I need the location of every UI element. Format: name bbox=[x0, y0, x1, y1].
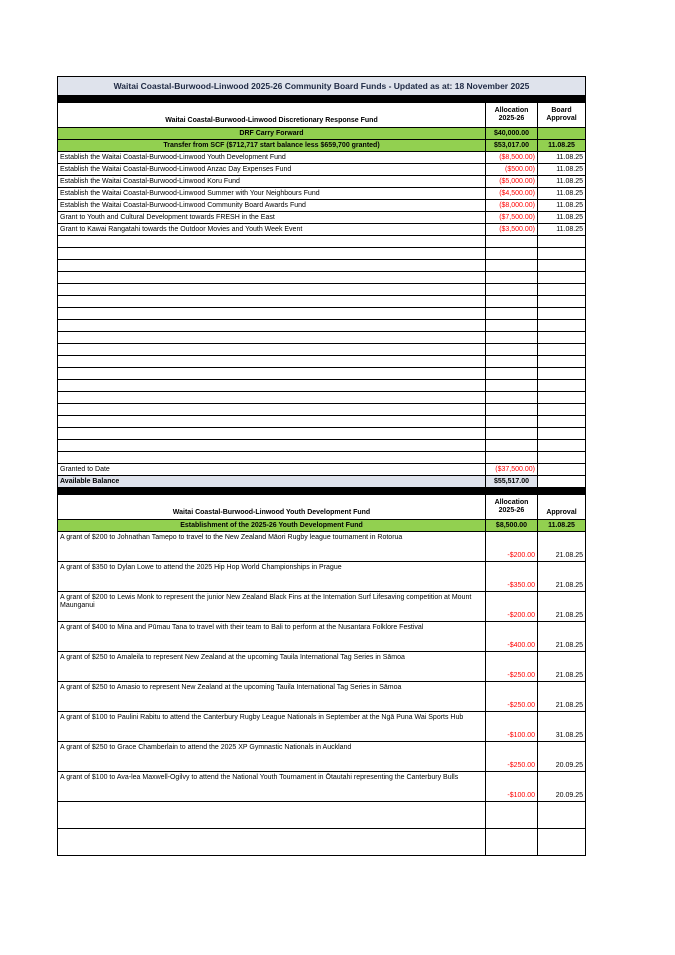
grant-amount: -$200.00 bbox=[486, 532, 538, 562]
blank-row bbox=[58, 344, 586, 356]
ydf-col-allocation: Allocation 2025-26 bbox=[486, 495, 538, 520]
blank-row bbox=[58, 802, 586, 829]
drf-item-row bbox=[58, 212, 586, 224]
grant-desc: A grant of $350 to Dylan Lowe to attend the 2025 Hip Hop World Championships in Prague bbox=[58, 562, 486, 592]
item-date: 11.08.25 bbox=[538, 164, 586, 176]
blank-row bbox=[58, 428, 586, 440]
granted-row bbox=[58, 464, 586, 476]
grant-date: 31.08.25 bbox=[538, 712, 586, 742]
grant-date: 21.08.25 bbox=[538, 652, 586, 682]
blank-row bbox=[58, 272, 586, 284]
ydf-grant-row bbox=[58, 532, 586, 562]
page-title: Waitai Coastal-Burwood-Linwood 2025-26 Community Board Funds - Updated as at: 18 November 2025 bbox=[58, 77, 586, 96]
grant-date: 21.08.25 bbox=[538, 532, 586, 562]
drf-col-approval: Board Approval bbox=[538, 103, 586, 128]
drf-header-row bbox=[58, 103, 586, 128]
blank-row bbox=[58, 320, 586, 332]
funds-sheet bbox=[57, 76, 585, 856]
drf-item-row bbox=[58, 176, 586, 188]
item-desc: Grant to Kawai Rangatahi towards the Outdoor Movies and Youth Week Event bbox=[58, 224, 486, 236]
item-amount: ($5,000.00) bbox=[486, 176, 538, 188]
grant-amount: -$250.00 bbox=[486, 742, 538, 772]
item-amount: ($3,500.00) bbox=[486, 224, 538, 236]
drf-item-row bbox=[58, 200, 586, 212]
item-date: 11.08.25 bbox=[538, 152, 586, 164]
ydf-grant-row bbox=[58, 682, 586, 712]
item-date: 11.08.25 bbox=[538, 212, 586, 224]
item-desc: Grant to Youth and Cultural Development towards FRESH in the East bbox=[58, 212, 486, 224]
item-date: 11.08.25 bbox=[538, 224, 586, 236]
carry-forward-date bbox=[538, 128, 586, 140]
grant-amount: -$200.00 bbox=[486, 592, 538, 622]
item-desc: Establish the Waitai Coastal-Burwood-Linwood Youth Development Fund bbox=[58, 152, 486, 164]
item-date: 11.08.25 bbox=[538, 200, 586, 212]
available-amount: $55,517.00 bbox=[486, 476, 538, 488]
grant-desc: A grant of $250 to Amasio to represent New Zealand at the upcoming Tauila International Tag Series in Sāmoa bbox=[58, 682, 486, 712]
ydf-establishment-row bbox=[58, 520, 586, 532]
transfer-label: Transfer from SCF ($712,717 start balance less $659,700 granted) bbox=[58, 140, 486, 152]
blank-row bbox=[58, 296, 586, 308]
funds-table bbox=[57, 76, 586, 856]
grant-date: 21.08.25 bbox=[538, 622, 586, 652]
grant-amount: -$250.00 bbox=[486, 682, 538, 712]
drf-carry-forward-row bbox=[58, 128, 586, 140]
ydf-grant-row bbox=[58, 592, 586, 622]
grant-amount: -$250.00 bbox=[486, 652, 538, 682]
blank-row bbox=[58, 284, 586, 296]
drf-transfer-row bbox=[58, 140, 586, 152]
drf-fund-name: Waitai Coastal-Burwood-Linwood Discretionary Response Fund bbox=[58, 103, 486, 128]
blank-row bbox=[58, 308, 586, 320]
ydf-grant-row bbox=[58, 622, 586, 652]
drf-item-row bbox=[58, 164, 586, 176]
title-row bbox=[58, 77, 586, 96]
item-amount: ($4,500.00) bbox=[486, 188, 538, 200]
grant-date: 21.08.25 bbox=[538, 682, 586, 712]
ydf-header-row bbox=[58, 495, 586, 520]
grant-desc: A grant of $400 to Mina and Pūmau Tana to travel with their team to Bali to perform at the Nusantara Folklore Festival bbox=[58, 622, 486, 652]
grant-desc: A grant of $200 to Lewis Monk to represent the junior New Zealand Black Fins at the Internation Surf Lifesaving competition at Mount Maunganui bbox=[58, 592, 486, 622]
blank-row bbox=[58, 380, 586, 392]
grant-amount: -$350.00 bbox=[486, 562, 538, 592]
ydf-grant-row bbox=[58, 562, 586, 592]
ydf-col-approval: Approval bbox=[538, 495, 586, 520]
establishment-date: 11.08.25 bbox=[538, 520, 586, 532]
blank-row bbox=[58, 356, 586, 368]
item-desc: Establish the Waitai Coastal-Burwood-Linwood Koru Fund bbox=[58, 176, 486, 188]
separator-bar bbox=[58, 488, 586, 495]
blank-row bbox=[58, 368, 586, 380]
establishment-label: Establishment of the 2025-26 Youth Development Fund bbox=[58, 520, 486, 532]
blank-row bbox=[58, 416, 586, 428]
blank-row bbox=[58, 236, 586, 248]
grant-date: 21.08.25 bbox=[538, 592, 586, 622]
ydf-grant-row bbox=[58, 742, 586, 772]
blank-row bbox=[58, 392, 586, 404]
grant-desc: A grant of $250 to Grace Chamberlain to attend the 2025 XP Gymnastic Nationals in Auckland bbox=[58, 742, 486, 772]
blank-row bbox=[58, 332, 586, 344]
granted-amount: ($37,500.00) bbox=[486, 464, 538, 476]
grant-date: 20.09.25 bbox=[538, 742, 586, 772]
ydf-grant-row bbox=[58, 772, 586, 802]
grant-desc: A grant of $100 to Ava-lea Maxwell-Ogilvy to attend the National Youth Tournament in Ōtautahi representing the Canterbury Bulls bbox=[58, 772, 486, 802]
drf-item-row bbox=[58, 224, 586, 236]
blank-row bbox=[58, 248, 586, 260]
item-amount: ($500.00) bbox=[486, 164, 538, 176]
blank-row bbox=[58, 829, 586, 856]
drf-item-row bbox=[58, 152, 586, 164]
grant-amount: -$100.00 bbox=[486, 772, 538, 802]
transfer-date: 11.08.25 bbox=[538, 140, 586, 152]
item-desc: Establish the Waitai Coastal-Burwood-Linwood Anzac Day Expenses Fund bbox=[58, 164, 486, 176]
blank-row bbox=[58, 260, 586, 272]
ydf-fund-name: Waitai Coastal-Burwood-Linwood Youth Development Fund bbox=[58, 495, 486, 520]
establishment-amount: $8,500.00 bbox=[486, 520, 538, 532]
drf-item-row bbox=[58, 188, 586, 200]
item-date: 11.08.25 bbox=[538, 176, 586, 188]
available-row bbox=[58, 476, 586, 488]
item-amount: ($7,500.00) bbox=[486, 212, 538, 224]
granted-label: Granted to Date bbox=[58, 464, 486, 476]
item-desc: Establish the Waitai Coastal-Burwood-Linwood Summer with Your Neighbours Fund bbox=[58, 188, 486, 200]
item-amount: ($8,000.00) bbox=[486, 200, 538, 212]
item-amount: ($8,500.00) bbox=[486, 152, 538, 164]
grant-date: 20.09.25 bbox=[538, 772, 586, 802]
grant-date: 21.08.25 bbox=[538, 562, 586, 592]
blank-row bbox=[58, 440, 586, 452]
grant-desc: A grant of $200 to Johnathan Tamepo to travel to the New Zealand Māori Rugby league tournament in Rotorua bbox=[58, 532, 486, 562]
blank-row bbox=[58, 452, 586, 464]
item-date: 11.08.25 bbox=[538, 188, 586, 200]
ydf-grant-row bbox=[58, 712, 586, 742]
blank-row bbox=[58, 404, 586, 416]
available-label: Available Balance bbox=[58, 476, 486, 488]
grant-desc: A grant of $250 to Amaleila to represent New Zealand at the upcoming Tauila International Tag Series in Sāmoa bbox=[58, 652, 486, 682]
transfer-amount: $53,017.00 bbox=[486, 140, 538, 152]
drf-col-allocation: Allocation 2025-26 bbox=[486, 103, 538, 128]
carry-forward-amount: $40,000.00 bbox=[486, 128, 538, 140]
grant-desc: A grant of $100 to Paulini Rabitu to attend the Canterbury Rugby League Nationals in September at the Ngā Puna Wai Sports Hub bbox=[58, 712, 486, 742]
separator-bar bbox=[58, 96, 586, 103]
item-desc: Establish the Waitai Coastal-Burwood-Linwood Community Board Awards Fund bbox=[58, 200, 486, 212]
ydf-grant-row bbox=[58, 652, 586, 682]
grant-amount: -$400.00 bbox=[486, 622, 538, 652]
carry-forward-label: DRF Carry Forward bbox=[58, 128, 486, 140]
grant-amount: -$100.00 bbox=[486, 712, 538, 742]
